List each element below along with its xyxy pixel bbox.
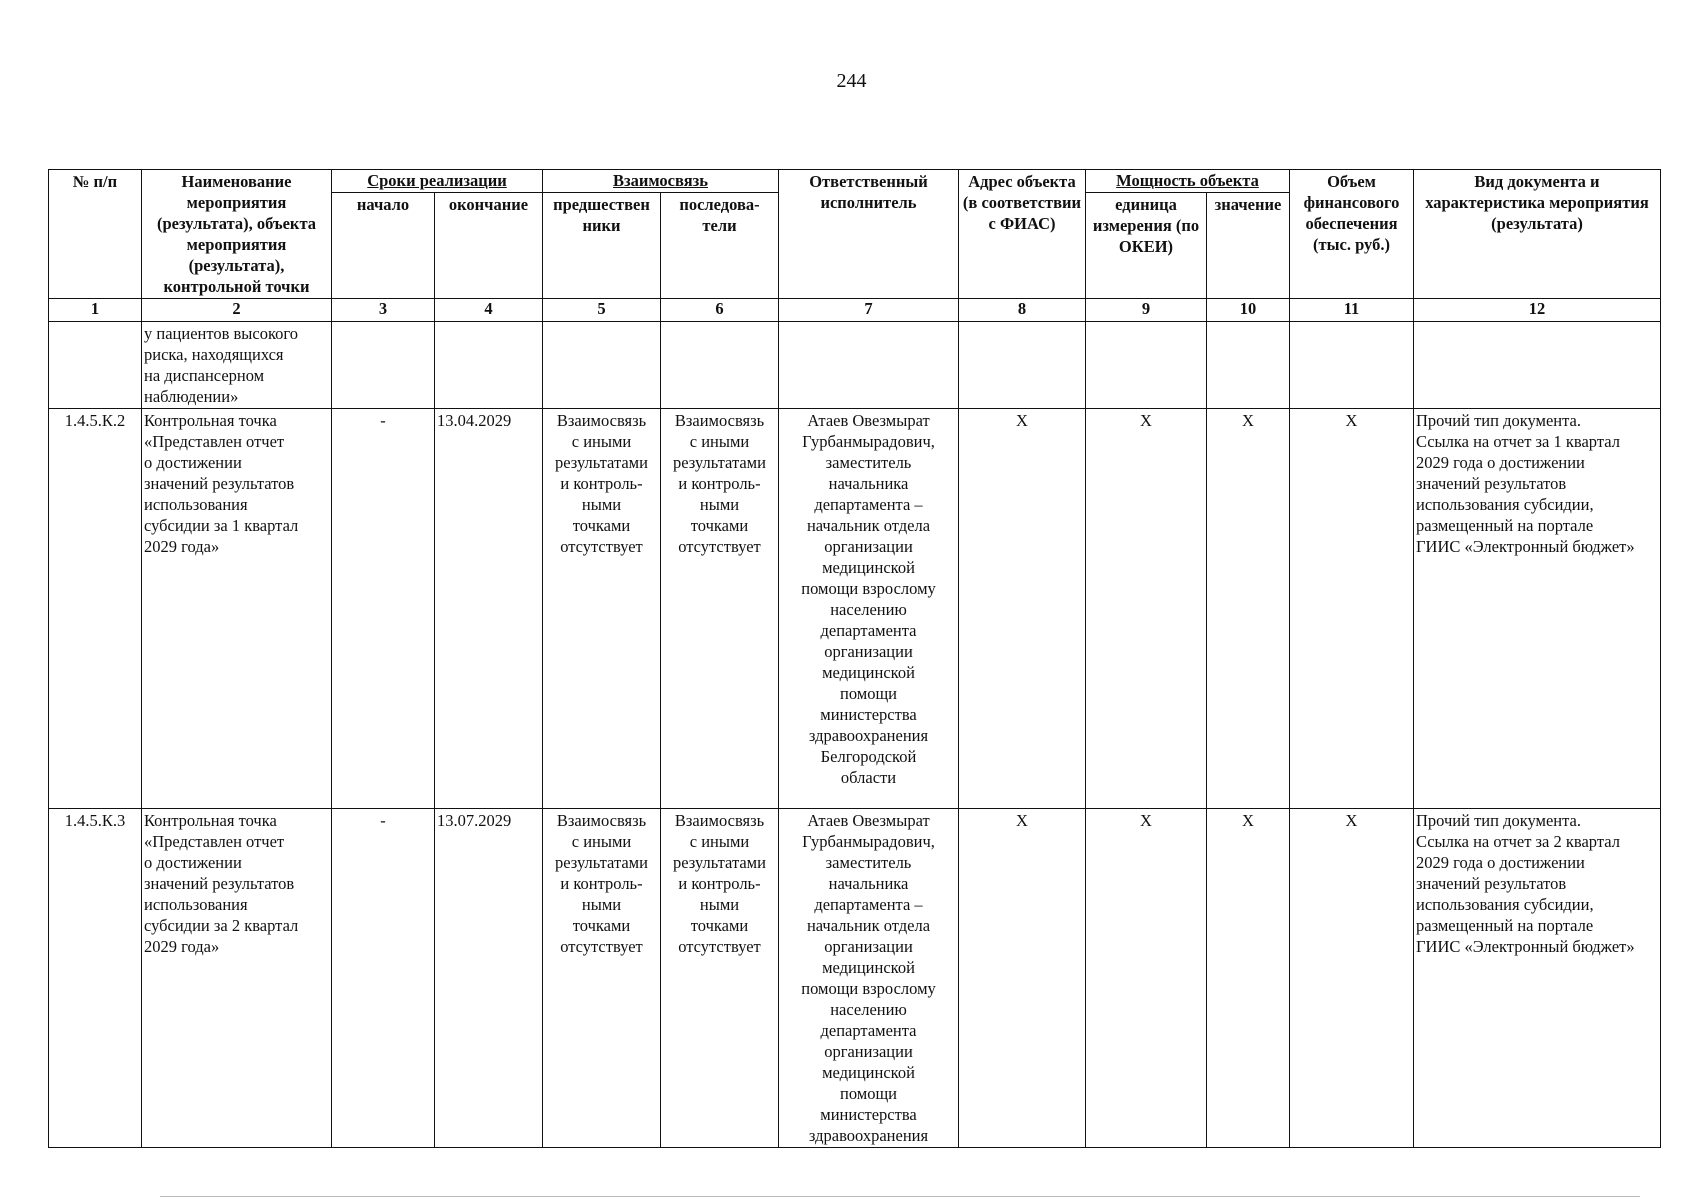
header-capacity-group: [1086, 170, 1290, 193]
header-links-predecessors: предшествен ники: [543, 192, 661, 298]
row-start: -: [332, 409, 435, 809]
header-finance: Объем финансового обеспечения (тыс. руб.): [1290, 170, 1414, 299]
column-number: 8: [959, 299, 1086, 322]
row-successors: Взаимосвязь с иными результатами и контроль- ными точками отсутствует: [661, 809, 779, 1148]
header-links-successors: последова- тели: [661, 192, 779, 298]
header-name: Наименование мероприятия (результата), объекта мероприятия (результата), контрольной точки: [142, 170, 332, 299]
row-document: [1414, 322, 1661, 409]
row-end: [435, 322, 543, 409]
column-number: 3: [332, 299, 435, 322]
column-number: 10: [1207, 299, 1290, 322]
column-number: 2: [142, 299, 332, 322]
header-capacity-unit: единица измерения (по ОКЕИ): [1086, 192, 1207, 298]
row-end: 13.04.2029: [435, 409, 543, 809]
row-start: -: [332, 809, 435, 1148]
scan-artifact-line: [160, 1196, 1640, 1198]
row-successors: [661, 322, 779, 409]
header-document: Вид документа и характеристика мероприятия (результата): [1414, 170, 1661, 299]
column-number: 6: [661, 299, 779, 322]
row-finance: [1290, 322, 1414, 409]
header-address: Адрес объекта (в соответствии с ФИАС): [959, 170, 1086, 299]
header-timing-group-label: Сроки реализации: [367, 171, 507, 190]
row-value: Х: [1207, 409, 1290, 809]
row-name: Контрольная точка «Представлен отчет о достижении значений результатов использования субсидии за 2 квартал 2029 года»: [142, 809, 332, 1148]
row-finance: Х: [1290, 809, 1414, 1148]
row-unit: Х: [1086, 809, 1207, 1148]
row-name: у пациентов высокого риска, находящихся на диспансерном наблюдении»: [142, 322, 332, 409]
header-timing-start: начало: [332, 192, 435, 298]
table-row: [49, 322, 1661, 409]
row-finance: Х: [1290, 409, 1414, 809]
row-successors: Взаимосвязь с иными результатами и контроль- ными точками отсутствует: [661, 409, 779, 809]
row-value: [1207, 322, 1290, 409]
column-number: 9: [1086, 299, 1207, 322]
header-capacity-group-label: Мощность объекта: [1116, 171, 1259, 190]
column-number: 12: [1414, 299, 1661, 322]
row-document: Прочий тип документа. Ссылка на отчет за 1 квартал 2029 года о достижении значений результатов использования субсидии, размещенный на портале ГИИС «Электронный бюджет»: [1414, 409, 1661, 809]
row-address: [959, 322, 1086, 409]
column-number: 4: [435, 299, 543, 322]
header-capacity-value: значение: [1207, 192, 1290, 298]
column-numbers-row: [49, 299, 1661, 322]
row-name: Контрольная точка «Представлен отчет о достижении значений результатов использования субсидии за 1 квартал 2029 года»: [142, 409, 332, 809]
row-predecessors: Взаимосвязь с иными результатами и контроль- ными точками отсутствует: [543, 809, 661, 1148]
column-number: 7: [779, 299, 959, 322]
row-unit: Х: [1086, 409, 1207, 809]
row-responsible: [779, 322, 959, 409]
header-links-group: [543, 170, 779, 193]
row-predecessors: [543, 322, 661, 409]
column-number: 11: [1290, 299, 1414, 322]
row-unit: [1086, 322, 1207, 409]
activity-plan-table: [48, 169, 1661, 1148]
page-number: 244: [836, 70, 867, 92]
row-responsible: Атаев Овезмырат Гурбанмырадович, заместитель начальника департамента – начальник отдела организации медицинской помощи взрослому населению департамента организации медицинской помощи министерства здравоохранения: [779, 809, 959, 1148]
header-responsible: Ответственный исполнитель: [779, 170, 959, 299]
row-predecessors: Взаимосвязь с иными результатами и контроль- ными точками отсутствует: [543, 409, 661, 809]
header-number: № п/п: [49, 170, 142, 299]
row-value: Х: [1207, 809, 1290, 1148]
table-row: [49, 809, 1661, 1148]
header-timing-group: [332, 170, 543, 193]
row-address: Х: [959, 409, 1086, 809]
row-responsible: Атаев Овезмырат Гурбанмырадович, заместитель начальника департамента – начальник отдела организации медицинской помощи взрослому населению департамента организации медицинской помощи министерства здравоохранения Белгородской области: [779, 409, 959, 809]
row-number: [49, 322, 142, 409]
column-number: 5: [543, 299, 661, 322]
row-start: [332, 322, 435, 409]
header-timing-end: окончание: [435, 192, 543, 298]
row-number: 1.4.5.К.3: [49, 809, 142, 1148]
row-number: 1.4.5.К.2: [49, 409, 142, 809]
row-address: Х: [959, 809, 1086, 1148]
column-number: 1: [49, 299, 142, 322]
header-links-group-label: Взаимосвязь: [613, 171, 708, 190]
row-end: 13.07.2029: [435, 809, 543, 1148]
row-document: Прочий тип документа. Ссылка на отчет за 2 квартал 2029 года о достижении значений результатов использования субсидии, размещенный на портале ГИИС «Электронный бюджет»: [1414, 809, 1661, 1148]
table-row: [49, 409, 1661, 809]
